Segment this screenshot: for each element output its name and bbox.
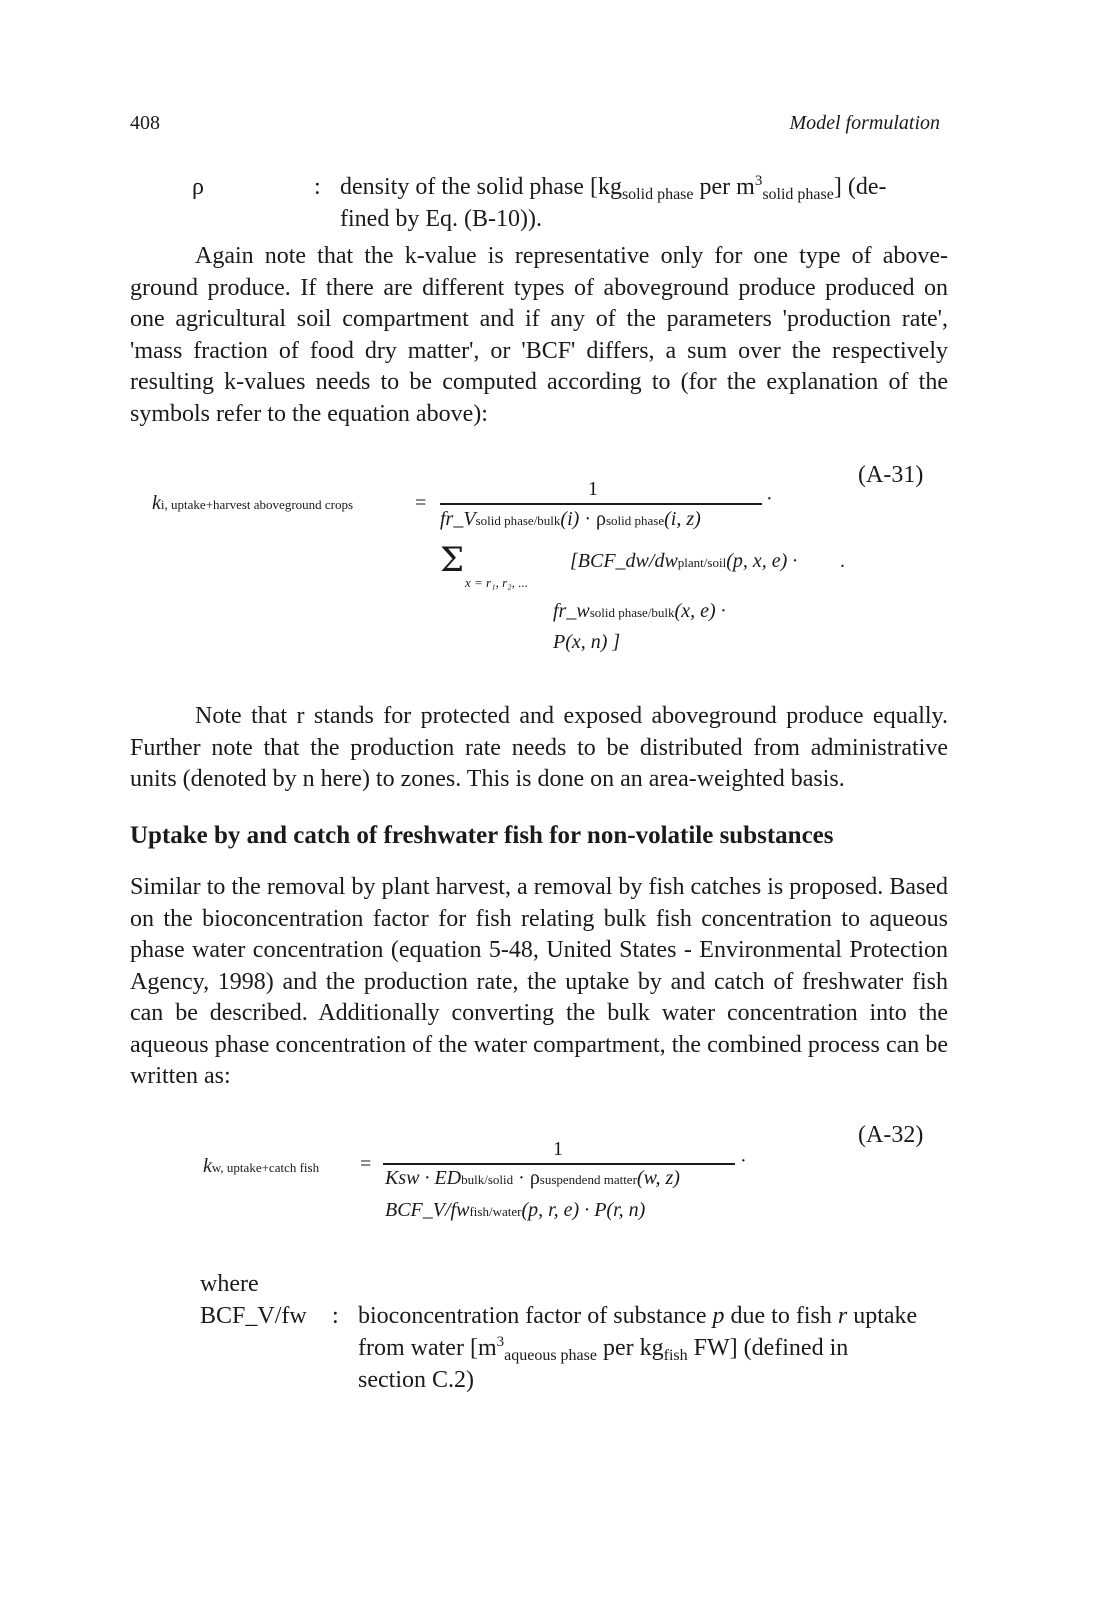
running-title: Model formulation (789, 112, 940, 134)
where-definition-line1: bioconcentration factor of substance p due to fish r uptake (358, 1303, 918, 1329)
rho-definition-line2: fined by Eq. (B-10)). (340, 206, 542, 232)
paragraph-fish-removal: Similar to the removal by plant harvest, a removal by fish catches is proposed. Based on the bioconcentration factor for fish relating bulk fish concentration to aqueous phase water concentration (equation 5-48, United States - Environmental Protection Agency, 1998) and the production rate, the uptake by and catch of freshwater fish can be described. Additionally converting the bulk water concentration into the aqueous phase concentration of the water compartment, the combined process can be written as: (130, 874, 948, 1089)
where-term: BCF_V/fw (200, 1303, 307, 1329)
paragraph-r-note: Note that r stands for protected and exposed aboveground produce equally. Further note that the production rate needs to be distributed from administrative units (denoted by n here) to zones. This is done on an area-weighted basis. (130, 703, 948, 792)
eq32-equals: = (360, 1153, 372, 1175)
eq31-equals: = (415, 492, 427, 514)
eq31-numerator: 1 (588, 478, 598, 500)
section-heading: Uptake by and catch of freshwater fish for non-volatile substances (130, 822, 834, 849)
eq31-lhs: ki, uptake+harvest aboveground crops (152, 492, 354, 514)
where-label: where (200, 1271, 259, 1297)
eq31-end-dot: . (840, 550, 845, 572)
equation-number-a31: (A-31) (858, 462, 924, 488)
rho-colon: : (314, 174, 321, 200)
where-colon: : (332, 1303, 339, 1329)
where-definition-line3: section C.2) (358, 1367, 474, 1393)
where-definition-line2: from water [$m^3_{aqueous phase}$ per $kg_{fish}$ FW] (defined in (358, 1334, 849, 1364)
eq32-numerator: 1 (553, 1138, 563, 1160)
eq31-sigma-sub: x = r₁, r₂, ... (465, 575, 528, 590)
eq31-frw-term: fr_wsolid phase/bulk(x, e) · (553, 600, 726, 622)
eq31-p-term: P(x, n) ] (553, 631, 621, 653)
eq31-trailing-dot: · (766, 488, 773, 510)
eq32-denominator: Ksw · EDbulk/solid · ρsuspendend matter(w, z) (385, 1167, 680, 1189)
eq31-denominator: fr_Vsolid phase/bulk(i) · ρsolid phase(i, z) (440, 508, 701, 530)
equation-number-a32: (A-32) (858, 1122, 924, 1148)
eq32-fraction-bar (383, 1163, 735, 1165)
eq32-trailing-dot: · (740, 1150, 747, 1172)
eq31-fraction-bar (440, 503, 762, 505)
eq32-bcf-term: BCF_V/fwfish/water(p, r, e) · P(r, n) (385, 1199, 646, 1221)
eq31-sigma: Σ (440, 540, 465, 580)
eq31-bcf-term: [BCF_dw/dwplant/soil(p, x, e) · (570, 550, 798, 572)
page-number: 408 (130, 112, 160, 134)
rho-definition: density of the solid phase [$kg_{solid phase}$ per $m^3_{solid phase}$] (de- (340, 173, 887, 203)
rho-symbol: ρ (192, 174, 204, 200)
eq32-lhs: kw, uptake+catch fish (203, 1155, 320, 1177)
paragraph-k-value-note: Again note that the k-value is representative only for one type of above-ground produce. If there are different types of aboveground produce produced on one agricultural soil compartment and if any of the parameters 'production rate', 'mass fraction of food dry matter', or 'BCF' differs, a sum over the respectively resulting k-values needs to be computed according to (for the explanation of the symbols refer to the equation above): (130, 243, 948, 427)
